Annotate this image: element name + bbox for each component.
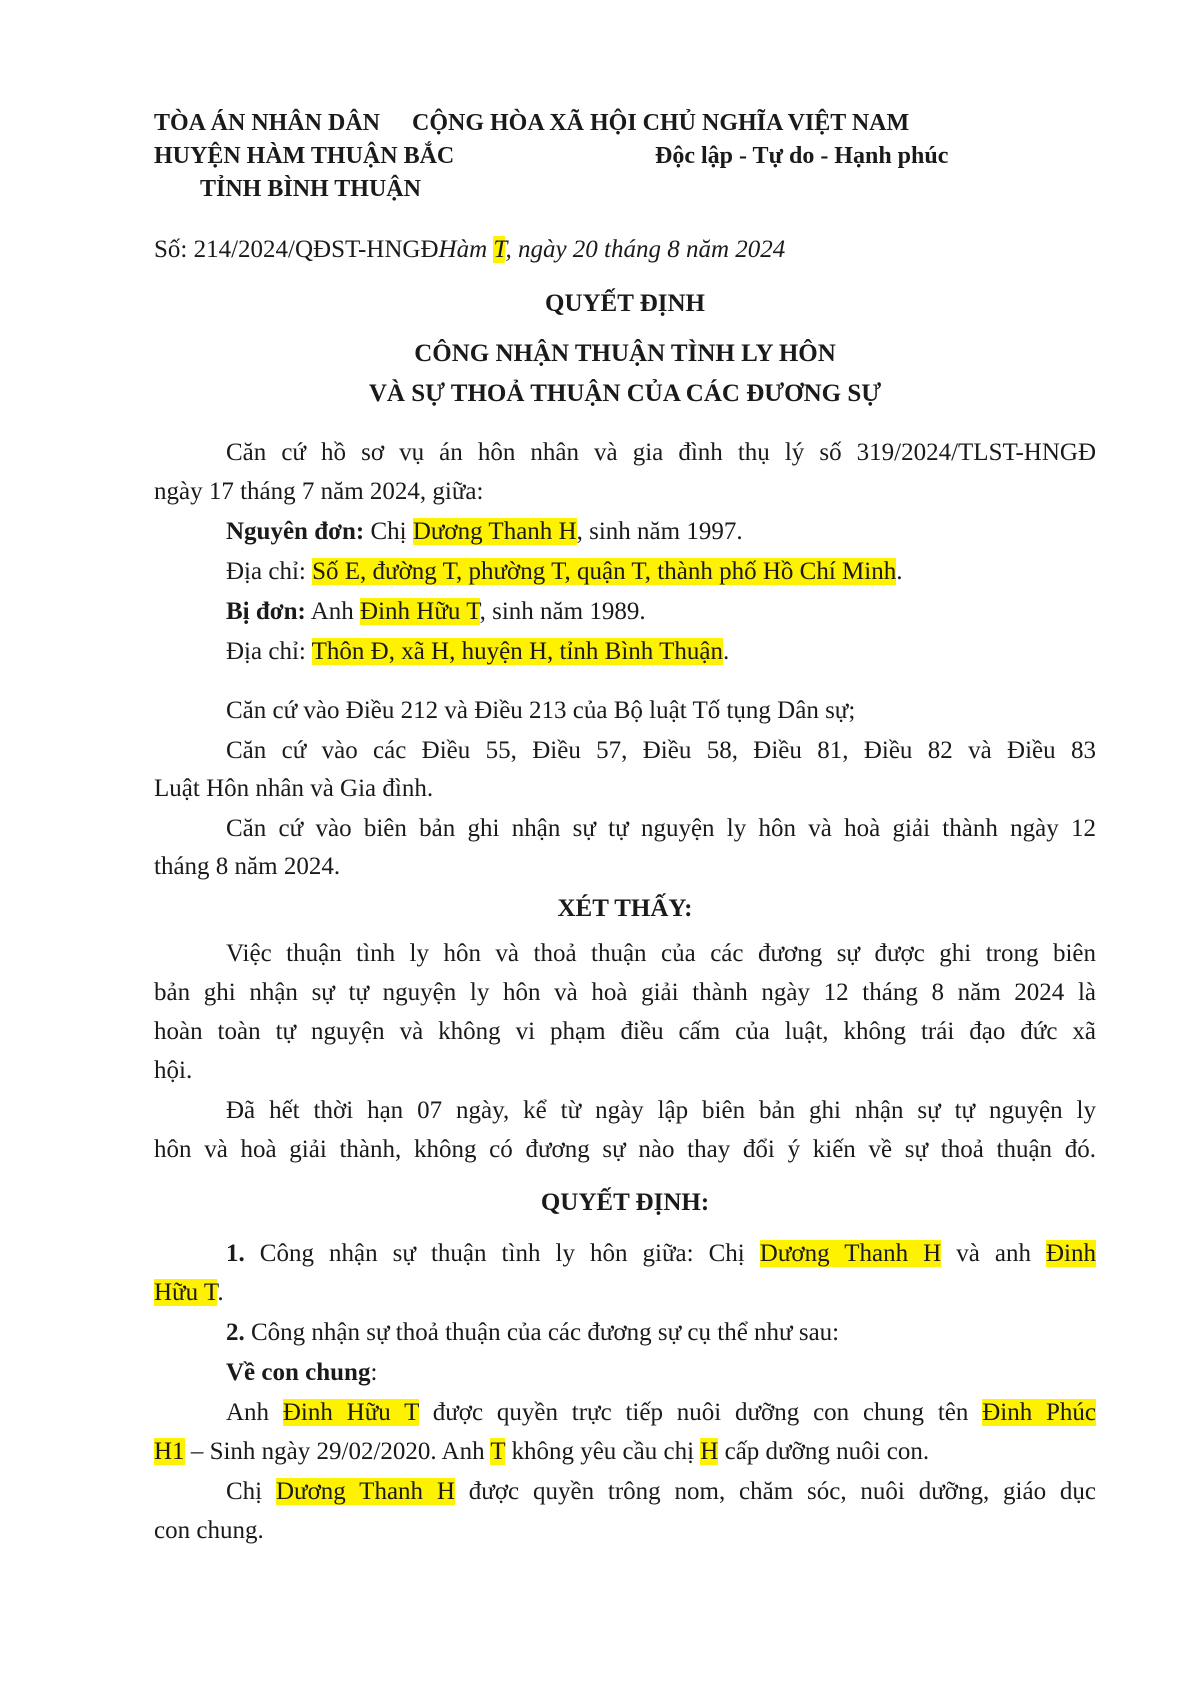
basis-line-2: ngày 17 tháng 7 năm 2024, giữa: [154, 478, 484, 505]
defendant-label: Bị đơn: [226, 598, 306, 625]
custody-prefix: Anh [226, 1399, 283, 1426]
period: . [217, 1279, 224, 1306]
party-name-t-part2: Hữu T [154, 1279, 218, 1306]
legal-basis-3-cont: tháng 8 năm 2024. [154, 853, 341, 880]
title-recognition: CÔNG NHẬN THUẬN TÌNH LY HÔN [414, 340, 836, 367]
plaintiff-line [226, 516, 743, 548]
plaintiff-name: Dương Thanh H [412, 518, 577, 545]
legal-basis-2: Căn cứ vào các Điều 55, Điều 57, Điều 58, Điều 81, Điều 82 và Điều 83 [226, 737, 1096, 764]
child-birth: – Sinh ngày 29/02/2020. Anh [184, 1438, 491, 1465]
basis-line-1: Căn cứ hồ sơ vụ án hôn nhân và gia đình thụ lý số 319/2024/TLST-HNGĐ [226, 439, 1096, 466]
visitation-mother-name: Dương Thanh H [275, 1478, 455, 1505]
support-end: cấp dưỡng nuôi con. [718, 1438, 930, 1465]
considering-title: XÉT THẤY: [557, 895, 693, 922]
child-name-part1: Đinh Phúc [982, 1399, 1096, 1426]
considering-p1-l1: Việc thuận tình ly hôn và thoả thuận của các đương sự được ghi trong biên [226, 940, 1096, 967]
children-label: Về con chung [226, 1359, 371, 1386]
national-motto: Độc lập - Tự do - Hạnh phúc [655, 143, 949, 169]
address-label: Địa chỉ: [226, 638, 312, 665]
party-name-t-part1: Đinh [1046, 1240, 1096, 1267]
decision-title: QUYẾT ĐỊNH: [540, 1189, 710, 1216]
decision-item-1 [226, 1238, 1096, 1270]
legal-basis-2-cont: Luật Hôn nhân và Gia đình. [154, 775, 434, 802]
decision-item-1-cont [154, 1277, 224, 1309]
children-heading [226, 1357, 377, 1389]
title-agreement: VÀ SỰ THOẢ THUẬN CỦA CÁC ĐƯƠNG SỰ [368, 380, 882, 407]
plaintiff-label: Nguyên đơn: [226, 518, 365, 545]
defendant-address-line [226, 636, 729, 668]
defendant-prefix: Anh [305, 598, 361, 625]
defendant-birth: , sinh năm 1989. [479, 598, 646, 625]
defendant-name: Đinh Hữu T [360, 598, 480, 625]
support-text: không yêu cầu chị [505, 1438, 701, 1465]
considering-p1-l2: bản ghi nhận sự tự nguyện ly hôn và hoà giải thành ngày 12 tháng 8 năm 2024 là [154, 979, 1096, 1006]
legal-basis-1: Căn cứ vào Điều 212 và Điều 213 của Bộ luật Tố tụng Dân sự; [226, 697, 856, 724]
period: . [722, 638, 730, 665]
document-number-line [154, 234, 785, 266]
custody-text: được quyền trực tiếp nuôi dưỡng con chung tên [418, 1399, 983, 1426]
visitation-line-1 [226, 1476, 1096, 1508]
colon: : [370, 1359, 378, 1386]
visitation-prefix: Chị [226, 1478, 276, 1505]
item-2-text: Công nhận sự thoả thuận của các đương sự cụ thể như sau: [244, 1319, 840, 1346]
item-number-1: 1. [226, 1240, 245, 1267]
decision-item-2 [226, 1317, 839, 1349]
considering-p2-l2: hôn và hoà giải thành, không có đương sự nào thay đổi ý kiến về sự thoả thuận đó. [154, 1136, 1096, 1163]
plaintiff-birth: , sinh năm 1997. [576, 518, 743, 545]
court-name-line2: HUYỆN HÀM THUẬN BẮC [154, 143, 455, 169]
place-highlight: T [493, 236, 506, 263]
custody-line-1 [226, 1397, 1096, 1429]
considering-p1-l4: hội. [154, 1057, 193, 1084]
document-date: , ngày 20 tháng 8 năm 2024 [505, 236, 786, 263]
custody-line-2 [154, 1436, 929, 1468]
title-decision: QUYẾT ĐỊNH [545, 290, 705, 317]
child-name-part2: H1 [154, 1438, 185, 1465]
father-initial: T [490, 1438, 506, 1465]
visitation-text: được quyền trông nom, chăm sóc, nuôi dưỡng, giáo dục [454, 1478, 1097, 1505]
party-name-h: Dương Thanh H [759, 1240, 942, 1267]
plaintiff-address-line [226, 556, 902, 588]
mother-initial: H [700, 1438, 719, 1465]
legal-basis-3: Căn cứ vào biên bản ghi nhận sự tự nguyện ly hôn và hoà giải thành ngày 12 [226, 815, 1096, 842]
plaintiff-prefix: Chị [364, 518, 413, 545]
item-number-2: 2. [226, 1319, 245, 1346]
considering-p1-l3: hoàn toàn tự nguyện và không vi phạm điều cấm của luật, không trái đạo đức xã [154, 1018, 1096, 1045]
custody-father-name: Đinh Hữu T [282, 1399, 419, 1426]
defendant-line [226, 596, 646, 628]
place-prefix: Hàm [438, 236, 494, 263]
defendant-address: Thôn Đ, xã H, huyện H, tỉnh Bình Thuận [311, 638, 723, 665]
address-label: Địa chỉ: [226, 558, 313, 585]
considering-p2-l1: Đã hết thời hạn 07 ngày, kể từ ngày lập biên bản ghi nhận sự tự nguyện ly [226, 1097, 1096, 1124]
item-1-and: và anh [941, 1240, 1046, 1267]
item-1-text: Công nhận sự thuận tình ly hôn giữa: Chị [244, 1240, 760, 1267]
court-name-line1: TÒA ÁN NHÂN DÂN [154, 110, 381, 136]
period: . [896, 558, 903, 585]
plaintiff-address: Số E, đường T, phường T, quận T, thành phố Hồ Chí Minh [312, 558, 897, 585]
document-number: Số: 214/2024/QĐST-HNGĐ [154, 236, 439, 263]
visitation-line-2: con chung. [154, 1517, 264, 1544]
court-name-line3: TỈNH BÌNH THUẬN [200, 176, 421, 202]
nation-title: CỘNG HÒA XÃ HỘI CHỦ NGHĨA VIỆT NAM [412, 110, 910, 136]
